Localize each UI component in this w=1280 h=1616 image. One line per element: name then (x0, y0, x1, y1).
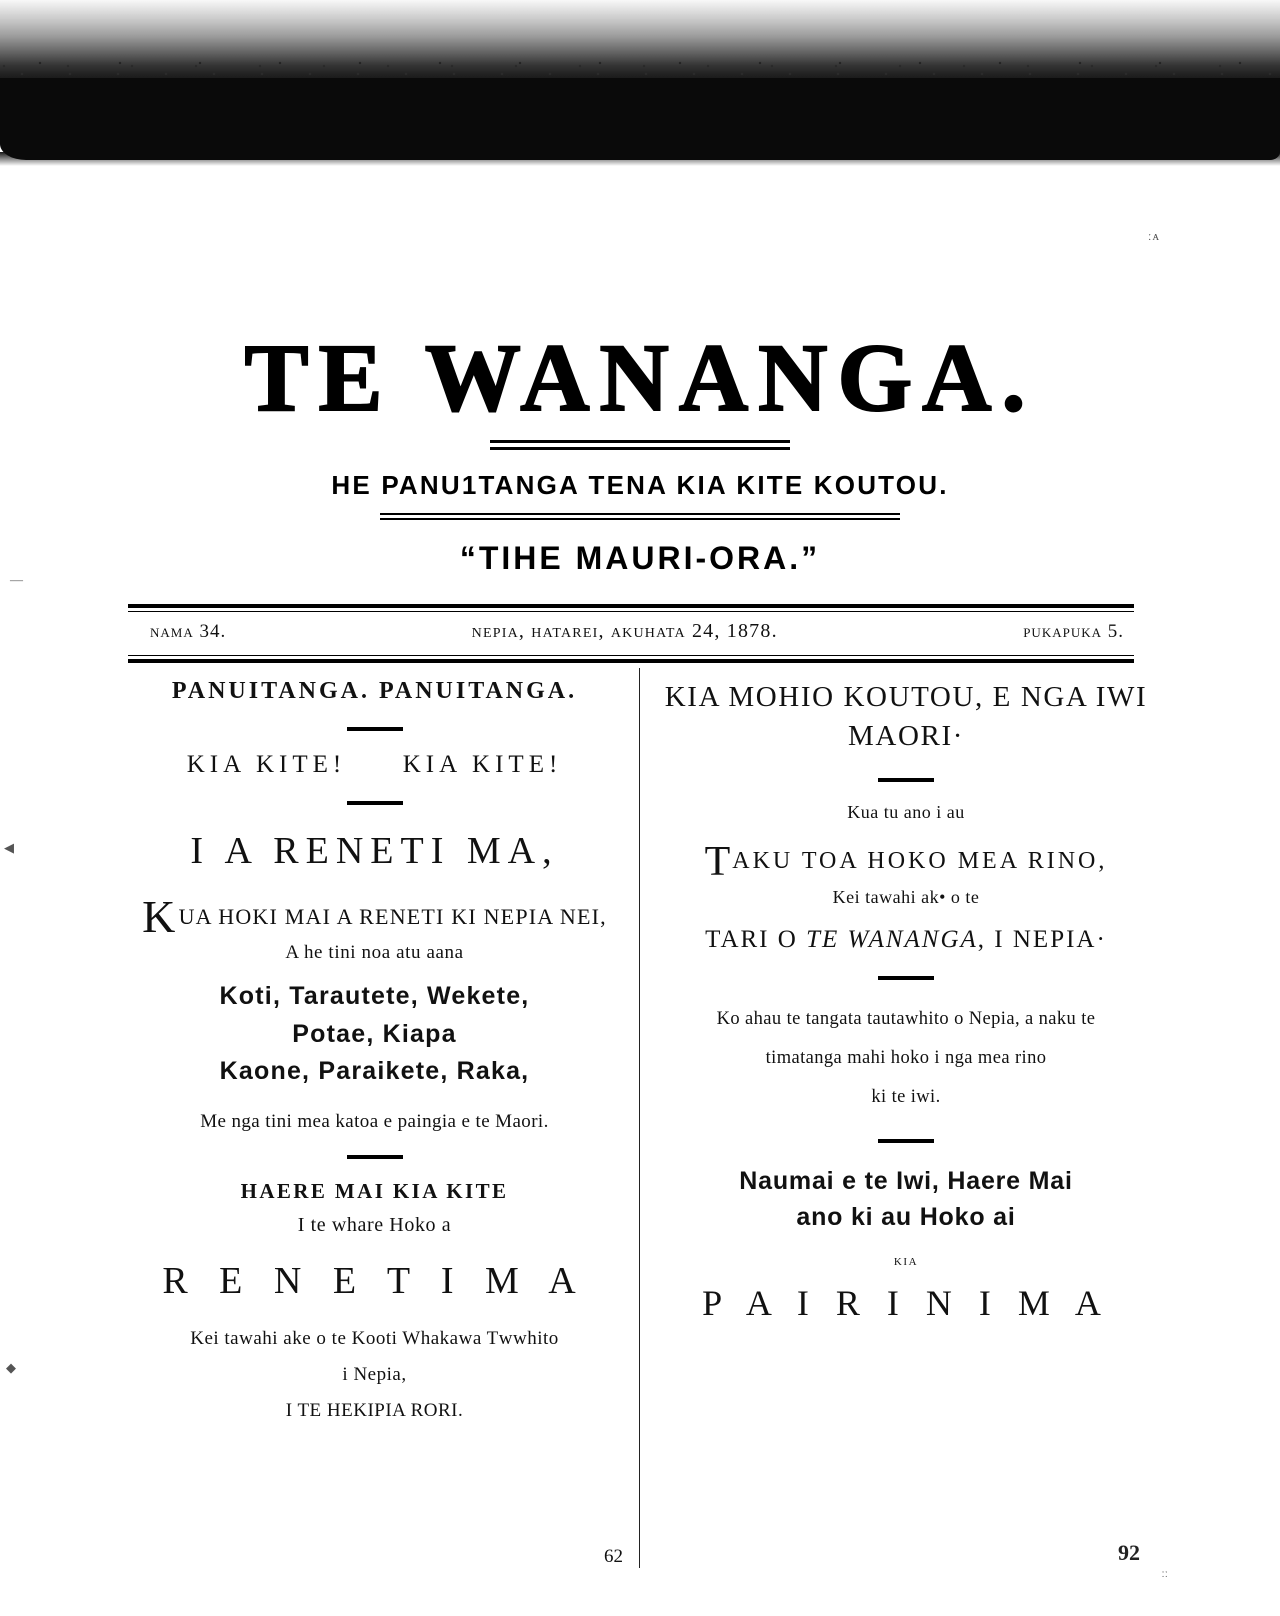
page-title: TE WANANGA. (244, 324, 1036, 431)
left-ad-heading: PANUITANGA. PANUITANGA. (171, 678, 578, 704)
right-naumai (652, 1163, 1160, 1236)
right-rule-1 (878, 778, 934, 782)
masthead-subtitle-1: HE PANU1TANGA TENA KIA KITE KOUTOU. (331, 470, 949, 500)
left-goods-item: Koti, Tarautete, Wekete, (219, 982, 530, 1010)
left-kia-kite-b: KIA KITE! (402, 751, 563, 778)
scan-edge-marks: — ◀ ◆ (4, 572, 23, 1375)
left-goods-list (122, 978, 627, 1091)
issue-rule-bottom (128, 655, 1134, 663)
issue-place-date: nepia, hatarei, akuhata 24, 1878. (471, 620, 778, 642)
left-goods-item: Kaone, Paraikete, Raka, (219, 1057, 530, 1085)
left-dropcap-line (122, 891, 627, 942)
right-kei-tawahi: Kei tawahi ak• o te (832, 887, 980, 908)
right-merchant-name: P A I R I N I M A (702, 1283, 1110, 1324)
left-goods-note: Me nga tini mea katoa e paingia e te Maori. (200, 1110, 549, 1132)
page-number-left: 62 (604, 1546, 623, 1567)
right-rule-3 (878, 1139, 934, 1143)
right-naumai-line: ano ki au Hoko ai (796, 1203, 1016, 1232)
scan-corner-mark: ːᴀ (1147, 228, 1160, 243)
column-divider (639, 668, 640, 1568)
right-tari-post: , I NEPIA· (977, 926, 1107, 954)
right-paragraph (652, 1000, 1160, 1117)
right-naumai-line: Naumai e te Iwi, Haere Mai (739, 1166, 1073, 1195)
left-rule-2 (347, 801, 403, 805)
left-rule-1 (347, 727, 403, 731)
issue-volume: pukapuka 5. (1023, 621, 1124, 642)
left-address (122, 1321, 627, 1429)
left-rule-3 (347, 1155, 403, 1159)
right-taku-line (652, 839, 1160, 886)
right-heading-line-1: KIA MOHIO KOUTOU, E NGA IWI (664, 681, 1148, 713)
left-address-line: Kei tawahi ake o te Kooti Whakawa Tᴡwhito (190, 1327, 559, 1349)
right-tari-italic: TE WANANGA (806, 926, 978, 954)
right-column (652, 678, 1160, 1324)
right-tari-pre: TARI O (705, 926, 807, 954)
left-haere: HAERE MAI KIA KITE (240, 1178, 509, 1203)
right-intro: Kua tu ano i au (847, 802, 965, 823)
left-kia-kite (122, 751, 627, 779)
left-address-line: i Nepia, (342, 1363, 407, 1385)
right-taku-text: AKU TOA HOKO MEA RINO, (732, 848, 1108, 875)
left-dropcap: K (142, 891, 177, 942)
left-headline: I A RENETI MA, (190, 830, 559, 872)
right-heading-line-2: MAORI· (848, 720, 964, 753)
right-rule-2 (878, 976, 934, 980)
masthead-rule-2 (380, 513, 900, 520)
right-paragraph-line: Ko ahau te tangata tautawhito o Nepia, a naku te (716, 1009, 1096, 1030)
scan-corner-mark-bottom: ːː (1161, 1566, 1168, 1580)
left-whare: I te whare Hoko a (297, 1213, 452, 1236)
right-ad-heading (652, 678, 1160, 756)
masthead-rule-1 (490, 440, 790, 450)
right-dropcap: T (704, 839, 731, 886)
page-number-right: 92 (1118, 1540, 1140, 1565)
left-shop-name: R E N E T I M A (162, 1259, 587, 1302)
left-goods-item: Potae, Kiapa (292, 1019, 457, 1048)
right-paragraph-line: ki te iwi. (871, 1086, 941, 1107)
left-dropcap-text: UA HOKI MAI A RENETI KI NEPIA NEI, (178, 904, 607, 929)
right-kia: kia (893, 1253, 919, 1270)
left-column (122, 678, 627, 1429)
scan-black-band (0, 78, 1280, 160)
left-subline: A he tini noa atu aana (285, 942, 464, 963)
issue-line (128, 620, 1134, 643)
right-paragraph-line: timatanga mahi hoko i nga mea rino (765, 1048, 1047, 1069)
left-address-line: I TE HEKIPIA RORI. (285, 1399, 464, 1421)
masthead-subtitle-2: “TIHE MAURI-ORA.” (459, 540, 821, 576)
masthead (120, 324, 1160, 577)
issue-number: nama 34. (150, 621, 227, 642)
left-kia-kite-a: KIA KITE! (186, 751, 347, 778)
right-tari-line (652, 926, 1160, 954)
issue-rule-top (128, 604, 1134, 612)
